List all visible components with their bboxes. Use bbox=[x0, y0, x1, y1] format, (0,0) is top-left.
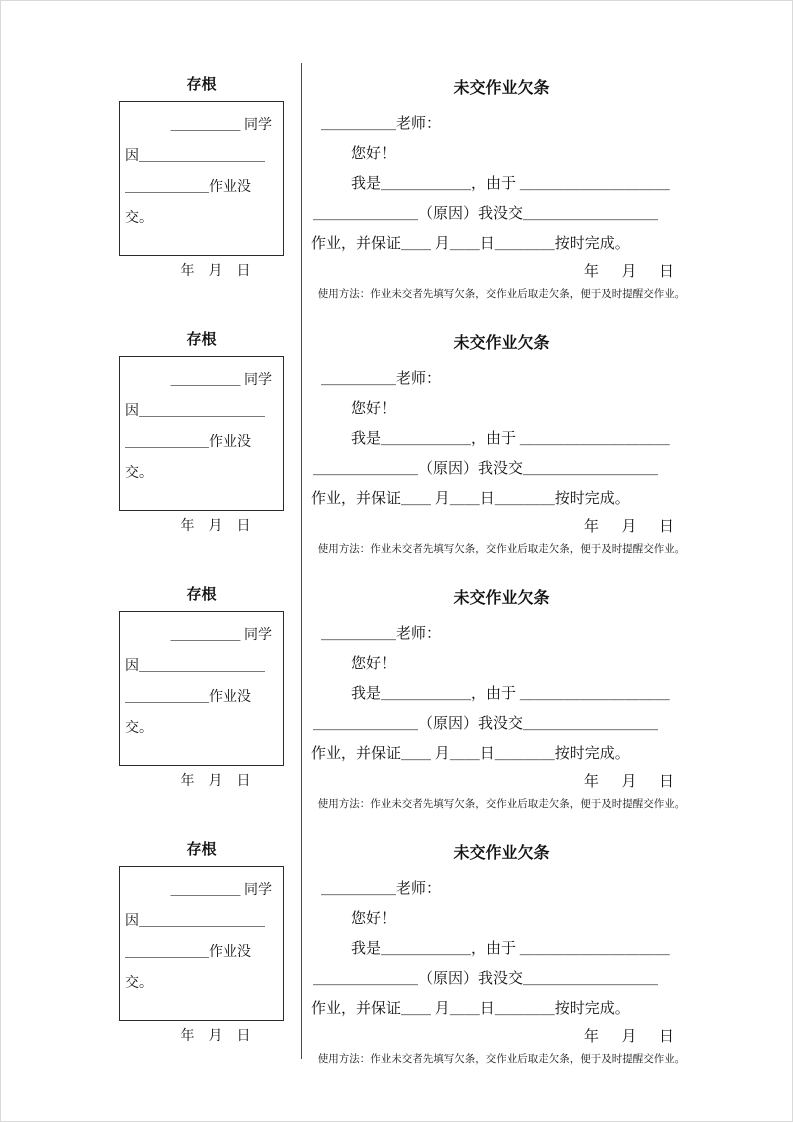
note-column bbox=[301, 832, 792, 1087]
note-teacher-line: ＿＿＿＿＿老师： bbox=[321, 116, 442, 132]
stub-date-line: 年 月 日 bbox=[180, 774, 251, 789]
note-body-line-3: 作业，并保证＿＿ 月＿＿日＿＿＿＿按时完成。 bbox=[311, 236, 630, 252]
note-teacher-line: ＿＿＿＿＿老师： bbox=[321, 881, 442, 897]
stub-reason-line: 因＿＿＿＿＿＿＿＿＿ bbox=[125, 404, 265, 419]
note-body-line-2: ＿＿＿＿＿＿＿（原因）我没交＿＿＿＿＿＿＿＿＿ bbox=[313, 716, 659, 732]
note-column bbox=[301, 322, 792, 577]
note-date-line: 年 月 日 bbox=[583, 1029, 674, 1045]
stub-column bbox=[1, 67, 301, 322]
stub-student-line: ＿＿＿＿＿ 同学 bbox=[170, 628, 272, 643]
note-greeting-line: 您好！ bbox=[351, 656, 397, 672]
homework-iou-slip bbox=[1, 322, 792, 577]
note-column bbox=[301, 67, 792, 322]
note-title: 未交作业欠条 bbox=[453, 335, 550, 352]
note-body-line-1: 我是＿＿＿＿＿＿，由于 ＿＿＿＿＿＿＿＿＿＿ bbox=[351, 941, 670, 957]
note-date-line: 年 月 日 bbox=[583, 519, 674, 535]
note-column bbox=[301, 577, 792, 832]
note-usage-instructions: 使用方法：作业未交者先填写欠条，交作业后取走欠条，便于及时提醒交作业。 bbox=[317, 799, 686, 810]
stub-column bbox=[1, 832, 301, 1087]
homework-iou-slip bbox=[1, 832, 792, 1087]
note-date-line: 年 月 日 bbox=[583, 774, 674, 790]
stub-reason-line: 因＿＿＿＿＿＿＿＿＿ bbox=[125, 659, 265, 674]
note-greeting-line: 您好！ bbox=[351, 911, 397, 927]
note-body-line-2: ＿＿＿＿＿＿＿（原因）我没交＿＿＿＿＿＿＿＿＿ bbox=[313, 971, 659, 987]
stub-box bbox=[119, 611, 284, 789]
note-usage-instructions: 使用方法：作业未交者先填写欠条，交作业后取走欠条，便于及时提醒交作业。 bbox=[317, 289, 686, 300]
slip-sections-container bbox=[1, 67, 792, 1087]
stub-box bbox=[119, 356, 284, 534]
note-usage-instructions: 使用方法：作业未交者先填写欠条，交作业后取走欠条，便于及时提醒交作业。 bbox=[317, 544, 686, 555]
stub-homework-line: ＿＿＿＿＿＿作业没交。 bbox=[125, 945, 251, 991]
stub-student-line: ＿＿＿＿＿ 同学 bbox=[170, 883, 272, 898]
homework-iou-slip bbox=[1, 577, 792, 832]
homework-iou-slip bbox=[1, 67, 792, 322]
stub-column bbox=[1, 322, 301, 577]
stub-reason-line: 因＿＿＿＿＿＿＿＿＿ bbox=[125, 149, 265, 164]
stub-date-line: 年 月 日 bbox=[180, 519, 251, 534]
note-title: 未交作业欠条 bbox=[453, 590, 550, 607]
stub-homework-line: ＿＿＿＿＿＿作业没交。 bbox=[125, 690, 251, 736]
stub-homework-line: ＿＿＿＿＿＿作业没交。 bbox=[125, 435, 251, 481]
stub-box bbox=[119, 866, 284, 1044]
stub-homework-line: ＿＿＿＿＿＿作业没交。 bbox=[125, 180, 251, 226]
stub-column bbox=[1, 577, 301, 832]
note-body-line-3: 作业，并保证＿＿ 月＿＿日＿＿＿＿按时完成。 bbox=[311, 491, 630, 507]
note-body-line-1: 我是＿＿＿＿＿＿，由于 ＿＿＿＿＿＿＿＿＿＿ bbox=[351, 431, 670, 447]
stub-student-line: ＿＿＿＿＿ 同学 bbox=[170, 118, 272, 133]
note-body-line-3: 作业，并保证＿＿ 月＿＿日＿＿＿＿按时完成。 bbox=[311, 1001, 630, 1017]
stub-title: 存根 bbox=[186, 77, 217, 93]
note-greeting-line: 您好！ bbox=[351, 401, 397, 417]
stub-title: 存根 bbox=[186, 587, 217, 603]
stub-title: 存根 bbox=[186, 332, 217, 348]
stub-student-line: ＿＿＿＿＿ 同学 bbox=[170, 373, 272, 388]
note-usage-instructions: 使用方法：作业未交者先填写欠条，交作业后取走欠条，便于及时提醒交作业。 bbox=[317, 1054, 686, 1065]
note-body-line-2: ＿＿＿＿＿＿＿（原因）我没交＿＿＿＿＿＿＿＿＿ bbox=[313, 461, 659, 477]
note-body-line-2: ＿＿＿＿＿＿＿（原因）我没交＿＿＿＿＿＿＿＿＿ bbox=[313, 206, 659, 222]
note-greeting-line: 您好！ bbox=[351, 146, 397, 162]
note-body-line-1: 我是＿＿＿＿＿＿，由于 ＿＿＿＿＿＿＿＿＿＿ bbox=[351, 686, 670, 702]
note-date-line: 年 月 日 bbox=[583, 264, 674, 280]
stub-box bbox=[119, 101, 284, 279]
note-teacher-line: ＿＿＿＿＿老师： bbox=[321, 371, 442, 387]
note-title: 未交作业欠条 bbox=[453, 845, 550, 862]
note-title: 未交作业欠条 bbox=[453, 80, 550, 97]
note-teacher-line: ＿＿＿＿＿老师： bbox=[321, 626, 442, 642]
stub-reason-line: 因＿＿＿＿＿＿＿＿＿ bbox=[125, 914, 265, 929]
stub-date-line: 年 月 日 bbox=[180, 1029, 251, 1044]
note-body-line-1: 我是＿＿＿＿＿＿，由于 ＿＿＿＿＿＿＿＿＿＿ bbox=[351, 176, 670, 192]
stub-title: 存根 bbox=[186, 842, 217, 858]
note-body-line-3: 作业，并保证＿＿ 月＿＿日＿＿＿＿按时完成。 bbox=[311, 746, 630, 762]
stub-date-line: 年 月 日 bbox=[180, 264, 251, 279]
